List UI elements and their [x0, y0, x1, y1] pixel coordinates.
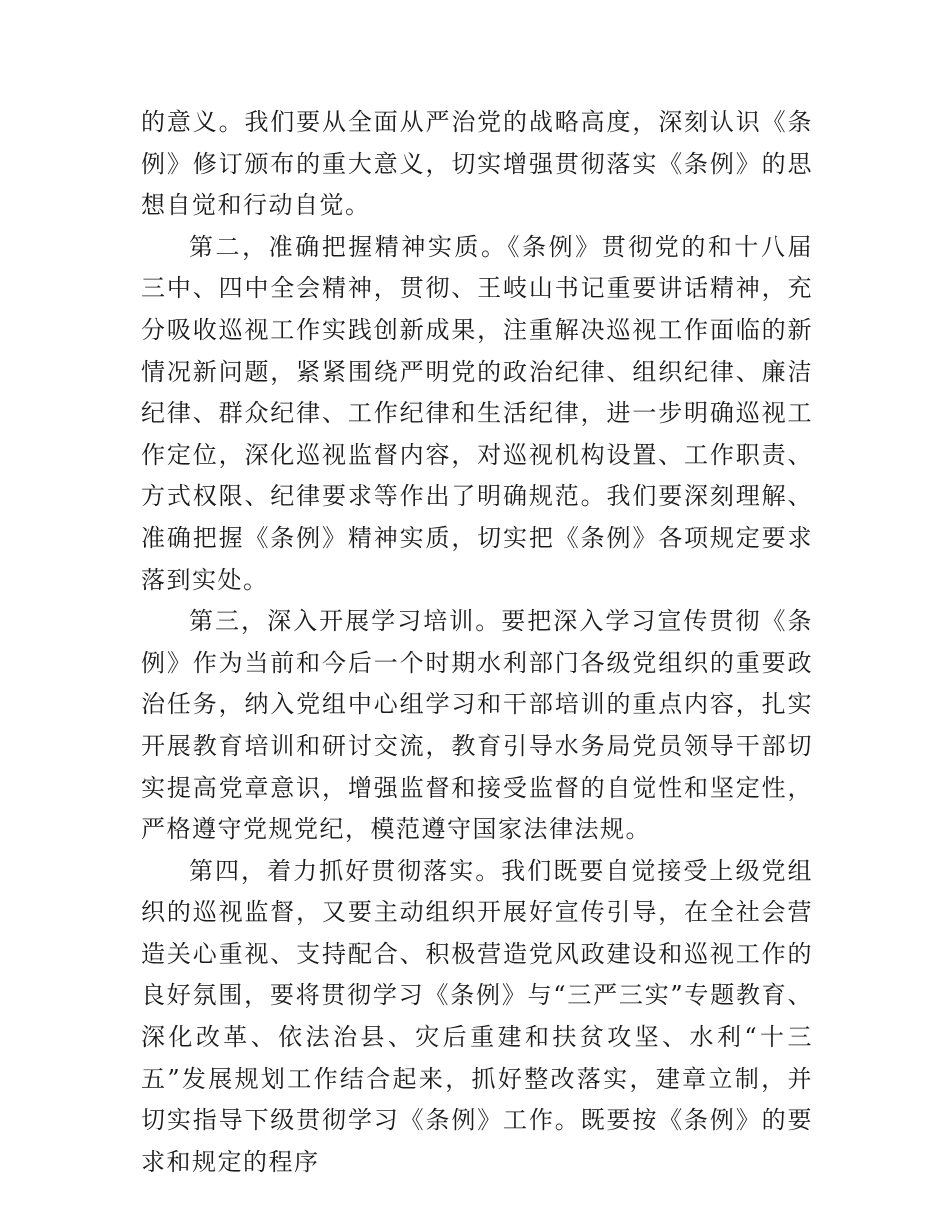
document-body — [141, 102, 813, 1183]
paragraph-fourth-point: 第四，着力抓好贯彻落实。我们既要自觉接受上级党组织的巡视监督，又要主动组织开展好宣传引导，在全社会营造关心重视、支持配合、积极营造党风政建设和巡视工作的良好氛围，要将贯彻学习《条例》与“三严三实”专题教育、深化改革、依法治县、灾后重建和扶贫攻坚、水利“十三五”发展规划工作结合起来，抓好整改落实，建章立制，并切实指导下级贯彻学习《条例》工作。既要按《条例》的要求和规定的程序 — [141, 856, 813, 1176]
paragraph-third-point: 第三，深入开展学习培训。要把深入学习宣传贯彻《条例》作为当前和今后一个时期水利部门各级党组织的重要政治任务，纳入党组中心组学习和干部培训的重点内容，扎实开展教育培训和研讨交流，教育引导水务局党员领导干部切实提高党章意识，增强监督和接受监督的自觉性和坚定性，严格遵守党规党纪，模范遵守国家法律法规。 — [141, 607, 813, 844]
paragraph-second-point: 第二，准确把握精神实质。《条例》贯彻党的和十八届三中、四中全会精神，贯彻、王岐山书记重要讲话精神，充分吸收巡视工作实践创新成果，注重解决巡视工作面临的新情况新问题，紧紧围绕严明党的政治纪律、组织纪律、廉洁纪律、群众纪律、工作纪律和生活纪律，进一步明确巡视工作定位，深化巡视监督内容，对巡视机构设置、工作职责、方式权限、纪律要求等作出了明确规范。我们要深刻理解、准确把握《条例》精神实质，切实把《条例》各项规定要求落到实处。 — [141, 232, 813, 594]
paragraph-continuation: 的意义。我们要从全面从严治党的战略高度，深刻认识《条例》修订颁布的重大意义，切实增强贯彻落实《条例》的思想自觉和行动自觉。 — [141, 108, 813, 220]
